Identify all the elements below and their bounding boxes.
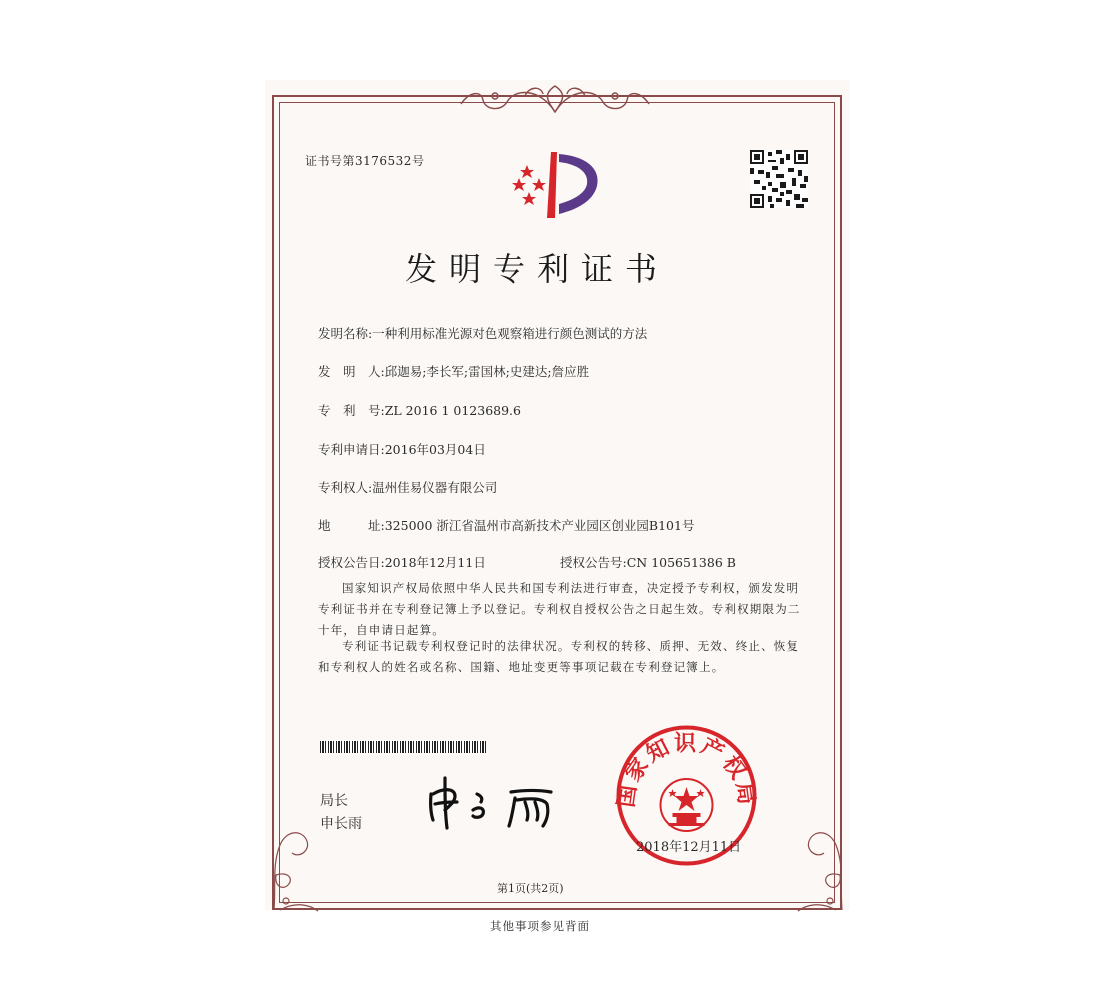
field-patentee [318,478,497,496]
field-label: 授权公告号: [560,555,627,570]
field-publication-number [560,553,736,571]
seal-date: 2018年12月11日 [636,840,742,855]
field-value: ZL 2016 1 0123689.6 [384,403,521,418]
certificate-title: 发明专利证书 [405,250,670,288]
field-value: 2016年03月04日 [384,442,486,457]
field-address [318,516,694,534]
field-value: 325000 浙江省温州市高新技术产业园区创业园B101号 [384,518,695,533]
corner-ornament-bottom-left [266,815,326,915]
corner-ornament-bottom-right [790,815,850,915]
certificate-number: 证书号第3176532号 [305,154,425,168]
field-label: 发 明 人: [318,364,385,379]
field-value: 2018年12月11日 [384,555,486,570]
field-value: 邱迦易;李长军;雷国林;史建达;詹应胜 [384,364,590,379]
seal-text: 国家知识产权局 [614,731,759,809]
field-inventors [318,362,589,380]
certificate-paragraph-2: 专利证书记载专利权登记时的法律状况。专利权的转移、质押、无效、终止、恢复和专利权人的姓名或名称、国籍、地址变更等事项记载在专利登记簿上。 [318,639,800,674]
field-grant-date [318,553,486,571]
barcode [320,741,486,753]
field-value: CN 105651386 B [626,555,736,570]
field-label: 专 利 号: [318,403,385,418]
qr-code-icon [750,150,808,208]
director-title: 局长 [320,793,348,809]
top-ornament [455,82,655,116]
patent-logo-icon [505,148,605,220]
director-signature [425,772,570,832]
field-label: 专利权人: [318,480,373,495]
page-info: 第1页(共2页) [497,882,564,895]
field-label: 专利申请日: [318,442,385,457]
director-name: 申长雨 [320,816,362,832]
field-label: 授权公告日: [318,555,385,570]
field-label: 地 址: [318,518,385,533]
field-value: 温州佳易仪器有限公司 [372,480,498,495]
field-application-date [318,440,486,458]
field-invention-name [318,324,647,342]
certificate-paragraph-1: 国家知识产权局依照中华人民共和国专利法进行审查，决定授予专利权，颁发发明专利证书并在专利登记簿上予以登记。专利权自授权公告之日起生效。专利权期限为二十年，自申请日起算。 [318,581,801,637]
field-patent-number [318,401,521,419]
field-value: 一种利用标准光源对色观察箱进行颜色测试的方法 [372,326,648,341]
field-label: 发明名称: [318,326,373,341]
footer-note: 其他事项参见背面 [490,919,590,933]
